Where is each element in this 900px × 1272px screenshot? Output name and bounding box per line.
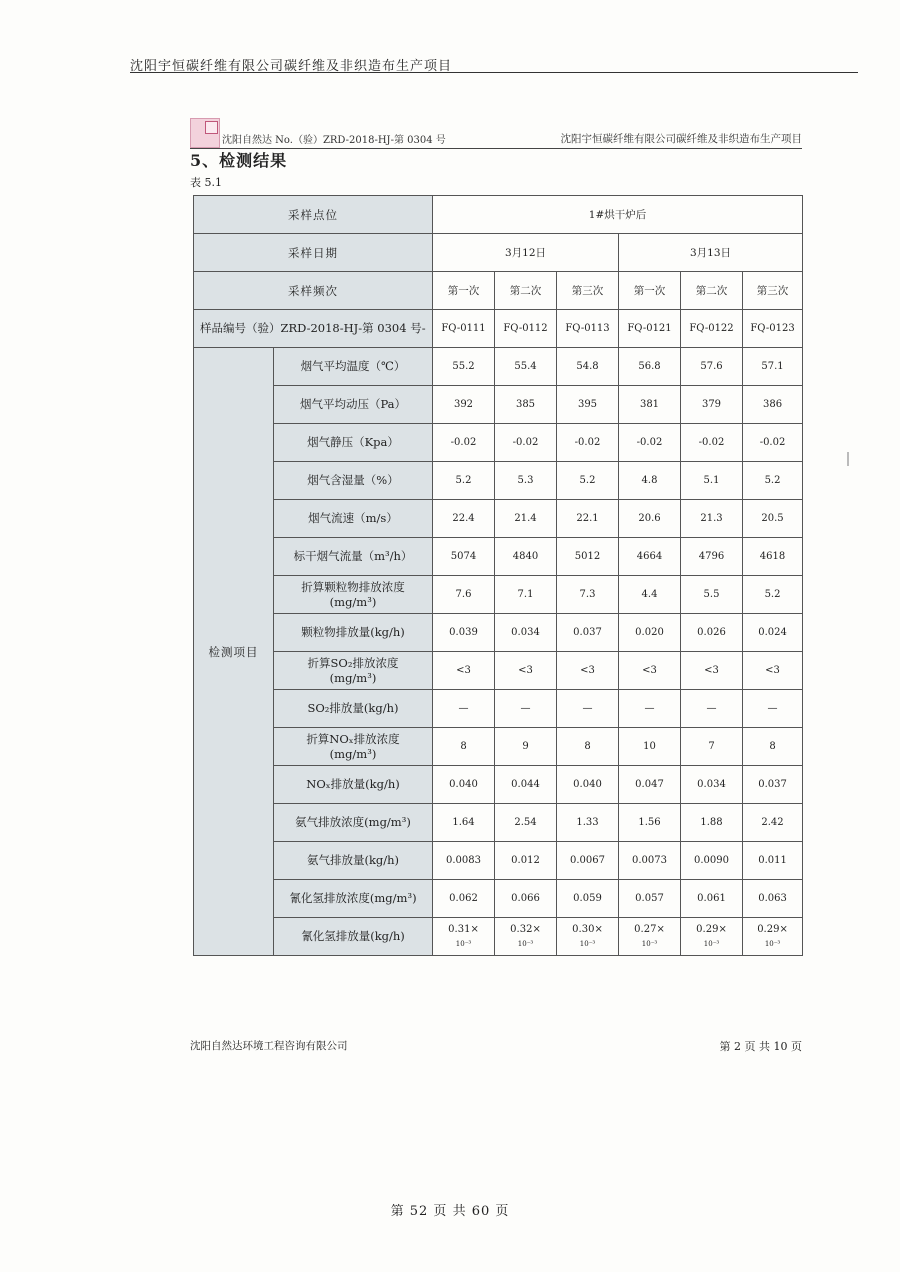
value-cell: 4664 [619,538,681,576]
value-cell: 8 [433,728,495,766]
value-cell: 1.56 [619,804,681,842]
sampling-date-2: 3月13日 [619,234,803,272]
test-item-name: 烟气平均动压（Pa） [274,386,433,424]
value-cell: 0.0073 [619,842,681,880]
frequency-cell: 第一次 [619,272,681,310]
value-cell: 1.88 [681,804,743,842]
table-row [194,538,803,576]
results-table [193,195,803,956]
value-cell: -0.02 [557,424,619,462]
frequency-cell: 第二次 [681,272,743,310]
value-cell: — [495,690,557,728]
value-cell: — [619,690,681,728]
sample-number-cell: FQ-0122 [681,310,743,348]
sample-number-label: 样品编号（验）ZRD-2018-HJ-第 0304 号- [194,310,433,348]
value-cell: 395 [557,386,619,424]
value-cell: 0.037 [557,614,619,652]
sample-number-cell: FQ-0123 [743,310,803,348]
value-cell: 5.2 [557,462,619,500]
value-cell: 0.31× 10⁻³ [433,918,495,956]
value-cell: 392 [433,386,495,424]
value-cell: 0.0067 [557,842,619,880]
table-row [194,918,803,956]
table-row [194,690,803,728]
value-cell: 22.1 [557,500,619,538]
value-cell: <3 [619,652,681,690]
value-cell: 0.059 [557,880,619,918]
value-cell: 0.29× 10⁻³ [743,918,803,956]
value-cell: 4.4 [619,576,681,614]
value-cell: 0.063 [743,880,803,918]
value-cell: 7.3 [557,576,619,614]
value-cell: 4618 [743,538,803,576]
value-cell: 0.061 [681,880,743,918]
company-seal-icon [190,118,220,148]
value-exponent: 10⁻³ [517,939,534,948]
frequency-cell: 第三次 [743,272,803,310]
table-row [194,424,803,462]
value-cell: 379 [681,386,743,424]
sampling-point-label: 采样点位 [194,196,433,234]
sampling-point-value: 1#烘干炉后 [433,196,803,234]
sampling-frequency-label: 采样频次 [194,272,433,310]
value-cell: 5074 [433,538,495,576]
test-item-name: 折算NOₓ排放浓度 (mg/m³) [274,728,433,766]
test-item-name: SO₂排放量(kg/h) [274,690,433,728]
value-cell: 20.6 [619,500,681,538]
value-cell: 5.1 [681,462,743,500]
value-cell: 7 [681,728,743,766]
value-cell: 21.3 [681,500,743,538]
value-cell: 0.034 [681,766,743,804]
value-cell: 4796 [681,538,743,576]
report-number: 沈阳自然达 No.（验）ZRD-2018-HJ-第 0304 号 [222,135,446,146]
value-cell: 55.4 [495,348,557,386]
value-cell: 8 [557,728,619,766]
footer-inner-page: 第 2 页 共 10 页 [719,1040,802,1053]
value-exponent: 10⁻³ [579,939,596,948]
value-cell: 0.062 [433,880,495,918]
test-item-name: 烟气静压（Kpa） [274,424,433,462]
value-cell: 22.4 [433,500,495,538]
value-cell: — [743,690,803,728]
sample-number-cell: FQ-0112 [495,310,557,348]
value-cell: — [557,690,619,728]
document-header: 沈阳宇恒碳纤维有限公司碳纤维及非织造布生产项目 [130,59,453,74]
table-row [194,576,803,614]
test-item-name: 折算SO₂排放浓度 (mg/m³) [274,652,433,690]
value-cell: 54.8 [557,348,619,386]
value-cell: 8 [743,728,803,766]
value-cell: 0.037 [743,766,803,804]
value-cell: 10 [619,728,681,766]
test-item-name: 氰化氢排放浓度(mg/m³) [274,880,433,918]
value-cell: 0.040 [433,766,495,804]
frequency-cell: 第一次 [433,272,495,310]
value-cell: 9 [495,728,557,766]
value-cell: 20.5 [743,500,803,538]
value-cell: 0.011 [743,842,803,880]
table-row [194,500,803,538]
value-cell: — [681,690,743,728]
value-cell: <3 [433,652,495,690]
value-cell: 7.1 [495,576,557,614]
value-cell: 5012 [557,538,619,576]
value-cell: 7.6 [433,576,495,614]
test-item-unit: (mg/m³) [329,670,377,685]
test-item-name: 颗粒物排放量(kg/h) [274,614,433,652]
page-number: 第 52 页 共 60 页 [390,1204,510,1219]
value-cell: 0.0090 [681,842,743,880]
value-cell: <3 [681,652,743,690]
value-cell: 4.8 [619,462,681,500]
value-cell: <3 [495,652,557,690]
footer-company: 沈阳自然达环境工程咨询有限公司 [190,1040,348,1052]
value-cell: 2.42 [743,804,803,842]
value-exponent: 10⁻³ [703,939,720,948]
value-cell: -0.02 [495,424,557,462]
value-exponent: 10⁻³ [764,939,781,948]
value-cell: 0.057 [619,880,681,918]
value-cell: — [433,690,495,728]
table-row [194,462,803,500]
value-cell: 21.4 [495,500,557,538]
value-cell: 0.066 [495,880,557,918]
value-cell: 0.29× 10⁻³ [681,918,743,956]
value-cell: 2.54 [495,804,557,842]
value-cell: 0.044 [495,766,557,804]
value-cell: 0.024 [743,614,803,652]
table-row [194,614,803,652]
test-item-name: 氰化氢排放量(kg/h) [274,918,433,956]
test-item-name: 氨气排放量(kg/h) [274,842,433,880]
value-cell: <3 [743,652,803,690]
test-item-name: 烟气平均温度（℃） [274,348,433,386]
table-row [194,652,803,690]
value-cell: 4840 [495,538,557,576]
sampling-date-label: 采样日期 [194,234,433,272]
value-cell: 385 [495,386,557,424]
value-cell: 386 [743,386,803,424]
table-row [194,386,803,424]
value-cell: 0.0083 [433,842,495,880]
value-cell: 5.3 [495,462,557,500]
test-item-unit: (mg/m³) [329,594,377,609]
report-header [190,128,802,148]
frequency-cell: 第二次 [495,272,557,310]
value-cell: 381 [619,386,681,424]
value-cell: 0.040 [557,766,619,804]
value-cell: -0.02 [681,424,743,462]
value-cell: 5.2 [743,462,803,500]
report-project-title: 沈阳宇恒碳纤维有限公司碳纤维及非织造布生产项目 [560,133,802,145]
table-row [194,348,803,386]
test-item-name: 氨气排放浓度(mg/m³) [274,804,433,842]
table-label: 表 5.1 [190,176,222,189]
value-cell: -0.02 [619,424,681,462]
value-exponent: 10⁻³ [455,939,472,948]
value-cell: 1.33 [557,804,619,842]
value-cell: 0.30× 10⁻³ [557,918,619,956]
value-cell: 55.2 [433,348,495,386]
value-cell: -0.02 [743,424,803,462]
sample-number-cell: FQ-0113 [557,310,619,348]
test-item-name: 烟气流速（m/s） [274,500,433,538]
header-rule [130,72,858,73]
value-cell: 5.5 [681,576,743,614]
test-item-unit: (mg/m³) [329,746,377,761]
test-item-name: 标干烟气流量（m³/h） [274,538,433,576]
value-cell: -0.02 [433,424,495,462]
value-cell: 0.012 [495,842,557,880]
test-items-label: 检测项目 [194,348,274,956]
table-row [194,842,803,880]
value-cell: 56.8 [619,348,681,386]
value-cell: 5.2 [433,462,495,500]
frequency-cell: 第三次 [557,272,619,310]
value-cell: 57.1 [743,348,803,386]
value-cell: 0.020 [619,614,681,652]
sampling-date-1: 3月12日 [433,234,619,272]
table-row [194,766,803,804]
test-item-name: 烟气含湿量（%） [274,462,433,500]
scan-mark [847,452,849,466]
sample-number-cell: FQ-0111 [433,310,495,348]
table-row [194,728,803,766]
table-row [194,880,803,918]
test-item-name: NOₓ排放量(kg/h) [274,766,433,804]
value-cell: 1.64 [433,804,495,842]
value-cell: 0.039 [433,614,495,652]
value-cell: 0.32× 10⁻³ [495,918,557,956]
value-cell: <3 [557,652,619,690]
value-cell: 0.047 [619,766,681,804]
value-exponent: 10⁻³ [641,939,658,948]
section-title: 5、检测结果 [190,151,288,170]
value-cell: 0.27× 10⁻³ [619,918,681,956]
sample-number-cell: FQ-0121 [619,310,681,348]
value-cell: 0.026 [681,614,743,652]
value-cell: 0.034 [495,614,557,652]
table-row [194,804,803,842]
test-item-name: 折算颗粒物排放浓度 (mg/m³) [274,576,433,614]
value-cell: 57.6 [681,348,743,386]
value-cell: 5.2 [743,576,803,614]
